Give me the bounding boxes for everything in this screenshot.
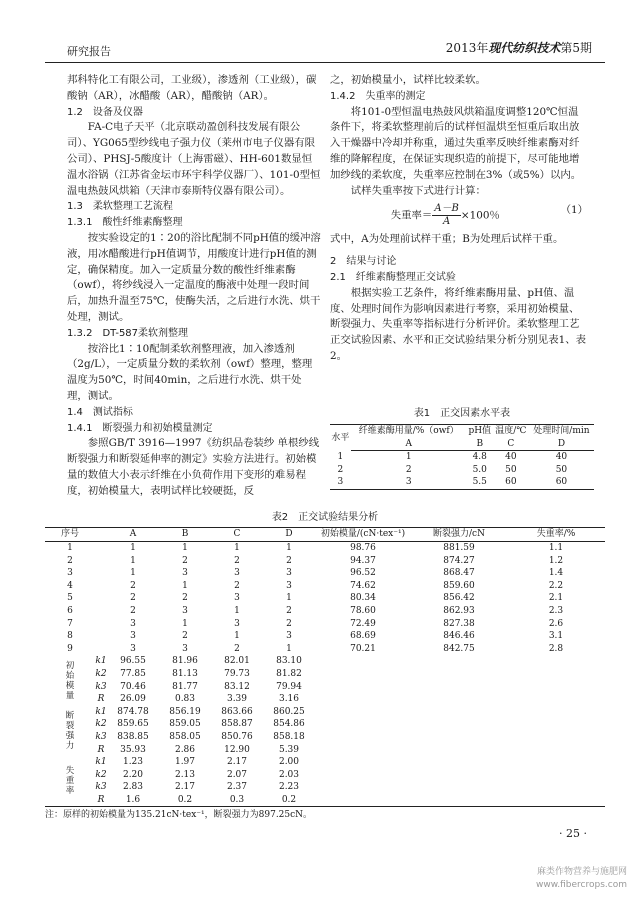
paragraph-modulus-cont: 之，初始模量小，试样比较柔软。 bbox=[330, 74, 486, 86]
table2-cell: 3 bbox=[234, 568, 240, 579]
table2-cell: 846.46 bbox=[443, 631, 475, 642]
table2-analysis-row bbox=[45, 693, 605, 706]
table2-stat-value: 81.82 bbox=[276, 668, 302, 679]
table2-stat-value: 874.78 bbox=[117, 706, 149, 717]
table2-analysis-row bbox=[45, 668, 605, 681]
table2-cell: 1 bbox=[182, 543, 188, 553]
table2-cell: 2.6 bbox=[548, 618, 564, 629]
table2-cell: 862.93 bbox=[443, 605, 475, 616]
table2-stat-value: 2.00 bbox=[278, 757, 300, 768]
table2-header: 初始模量/(cN·tex⁻¹) bbox=[315, 528, 411, 542]
table2-cell: 2.3 bbox=[548, 605, 564, 616]
table2-stat-label: k1 bbox=[95, 757, 107, 768]
table1-factor-letter: D bbox=[529, 438, 594, 451]
paragraph-strength-test: 参照GB/T 3916—1997《纺织品卷装纱 单根纱线断裂强力和断裂延伸率的测定》实验方法进行。初始模量的数值大小表示纤维在小负荷作用下变形的难易程度，初始模量大，表明试样比较硬挺，反 bbox=[67, 437, 320, 497]
table2-header: D bbox=[263, 528, 315, 542]
table2-stat-value: 858.05 bbox=[169, 731, 201, 742]
table2-empty-cell bbox=[315, 706, 411, 719]
table2-cell: 827.38 bbox=[443, 618, 475, 629]
table2-cell: 3 bbox=[130, 618, 136, 629]
table2-group-label-char: 初 bbox=[65, 660, 75, 671]
page-number: · 25 · bbox=[559, 827, 587, 840]
table2-cell: 98.76 bbox=[350, 543, 376, 553]
table2-cell: 5 bbox=[67, 593, 73, 604]
table2-group-label-char: 重 bbox=[65, 776, 75, 787]
table2-analysis-row bbox=[45, 781, 605, 794]
table2-cell: 3.1 bbox=[548, 631, 564, 642]
table2-cell: 859.60 bbox=[443, 580, 475, 591]
table1-factor-letter: C bbox=[493, 438, 529, 451]
table2-stat-value: 863.66 bbox=[221, 706, 253, 717]
table2-stat-value: 854.86 bbox=[273, 719, 305, 730]
table2-spacer-cell bbox=[95, 643, 107, 656]
table2-cell: 7 bbox=[67, 618, 73, 629]
table2-cell: 1 bbox=[234, 605, 240, 616]
table2-stat-value: 77.85 bbox=[120, 668, 146, 679]
table2-empty-cell bbox=[411, 744, 507, 757]
table2-stat-value: 1.23 bbox=[122, 757, 144, 768]
table2-empty-cell bbox=[411, 769, 507, 782]
table1-header: 纤维素酶用量/%（owf） bbox=[358, 426, 459, 436]
table2-cell: 2 bbox=[234, 555, 240, 566]
table2-stat-value: 1.97 bbox=[174, 757, 196, 768]
table1-cell: 1 bbox=[337, 451, 344, 462]
table2-cell: 2 bbox=[67, 555, 73, 566]
table2-cell: 2 bbox=[286, 555, 292, 566]
equation-weight-loss bbox=[330, 203, 588, 228]
equation-number: （1） bbox=[560, 204, 588, 217]
table2-empty-cell bbox=[315, 769, 411, 782]
running-header-journal bbox=[446, 41, 592, 57]
table2-caption: 表2 正交试验结果分析 bbox=[271, 512, 379, 523]
table1-row bbox=[330, 464, 594, 477]
header-rule bbox=[45, 62, 605, 63]
table2-cell: 1 bbox=[286, 593, 292, 604]
table2-stat-value: 858.87 bbox=[221, 719, 253, 730]
table2-stat-label: k2 bbox=[95, 769, 107, 780]
table2-group-label-char: 始 bbox=[65, 670, 75, 681]
table2-stat-value: 5.39 bbox=[278, 744, 300, 755]
table-row bbox=[45, 567, 605, 580]
table2-stat-value: 2.07 bbox=[226, 769, 248, 780]
table2-cell: 1.1 bbox=[548, 543, 564, 553]
paragraph-formula-where: 式中，A为处理前试样干重；B为处理后试样干重。 bbox=[330, 233, 564, 246]
table2-group-label-char: 失 bbox=[65, 766, 75, 777]
table2-group-label-char: 模 bbox=[65, 680, 75, 691]
table2-cell: 3 bbox=[130, 643, 136, 654]
table2-stat-value: 2.17 bbox=[226, 757, 248, 768]
table-row bbox=[45, 580, 605, 593]
table2-group-label-char: 强 bbox=[65, 730, 75, 741]
table2-note: 注：原样的初始模量为135.21cN·tex⁻¹，断裂强力为897.25cN。 bbox=[45, 810, 313, 820]
table2-analysis-row bbox=[45, 756, 605, 769]
table2-cell: 1 bbox=[234, 543, 240, 553]
equation-denominator: A bbox=[442, 216, 451, 228]
table2-empty-cell bbox=[411, 668, 507, 681]
table2-cell: 1 bbox=[286, 543, 292, 553]
table2-cell: 1 bbox=[67, 543, 73, 553]
table2-empty-cell bbox=[411, 756, 507, 769]
table2-cell: 80.34 bbox=[350, 593, 376, 604]
table2-group-label-char: 断 bbox=[65, 710, 75, 721]
table2-spacer-cell bbox=[95, 592, 107, 605]
table1-cell: 5.0 bbox=[472, 464, 487, 475]
table2-group-label bbox=[45, 706, 95, 756]
table2-cell: 72.49 bbox=[350, 618, 376, 629]
table2-group-label-char: 力 bbox=[65, 740, 75, 751]
table2-empty-cell bbox=[411, 718, 507, 731]
table2-empty-cell bbox=[411, 706, 507, 719]
table2-cell: 6 bbox=[67, 605, 73, 616]
table2-stat-value: 79.94 bbox=[276, 681, 302, 692]
table2-cell: 842.75 bbox=[443, 643, 475, 654]
table2-stat-value: 850.76 bbox=[221, 731, 253, 742]
table1-cell: 2 bbox=[337, 464, 344, 475]
table2-stat-label: k1 bbox=[95, 706, 107, 717]
table2-empty-cell bbox=[315, 681, 411, 694]
table2-group-label bbox=[45, 655, 95, 705]
table2-stat-value: 2.37 bbox=[226, 782, 248, 793]
table2-stat-value: 83.12 bbox=[224, 681, 250, 692]
table1-cell: 3 bbox=[337, 477, 344, 488]
table2-cell: 96.52 bbox=[350, 568, 376, 579]
table-row bbox=[45, 605, 605, 618]
table2-analysis-row bbox=[45, 744, 605, 757]
table2-cell: 2 bbox=[234, 643, 240, 654]
heading-1-4: 1.4 测试指标 bbox=[67, 406, 133, 418]
table2-empty-cell bbox=[507, 756, 605, 769]
table2-header: B bbox=[159, 528, 211, 542]
table2-empty-cell bbox=[507, 706, 605, 719]
table1-cell: 3 bbox=[405, 477, 412, 488]
watermark-line: 麻类作物营养与施肥网 bbox=[536, 867, 627, 877]
table2-stat-value: 3.39 bbox=[226, 694, 248, 705]
table2-spacer-cell bbox=[95, 605, 107, 618]
table2-cell: 2.2 bbox=[548, 580, 564, 591]
table2-cell: 2.1 bbox=[548, 593, 564, 604]
table2-stat-label: k3 bbox=[95, 782, 107, 793]
table1-header: 处理时间/min bbox=[533, 426, 590, 436]
table2-stat-value: 81.96 bbox=[172, 656, 198, 667]
paragraph-softener-finishing: 按浴比1∶10配制柔软剂整理液，加入渗透剂（2g/L），一定质量分数的柔软剂（owf）整理，整理温度为50℃，时间40min，之后进行水洗、烘干处理，测试。 bbox=[67, 342, 313, 402]
table2-cell: 74.62 bbox=[350, 580, 376, 591]
table2-empty-cell bbox=[411, 655, 507, 668]
table-row bbox=[45, 630, 605, 643]
table2-stat-label: R bbox=[97, 794, 105, 805]
table2-empty-cell bbox=[507, 781, 605, 794]
table2-cell: 2 bbox=[182, 631, 188, 642]
table2-empty-cell bbox=[315, 668, 411, 681]
heading-2-1: 2.1 纤维素酶整理正交试验 bbox=[330, 271, 456, 283]
paragraph-orthogonal: 根据实验工艺条件，将纤维素酶用量、pH值、温度、处理时间作为影响因素进行考察，采用初始模量、断裂强力、失重率等指标进行分析评价。柔软整理工艺正交试验因素、水平和正交试验结果分析分别见表1、表2。 bbox=[330, 286, 586, 362]
table2-cell: 1 bbox=[182, 618, 188, 629]
table2-stat-value: 856.19 bbox=[169, 706, 201, 717]
table-row bbox=[45, 555, 605, 568]
table2-stat-value: 2.17 bbox=[174, 782, 196, 793]
table2-empty-cell bbox=[411, 781, 507, 794]
table2-stat-label: R bbox=[97, 744, 105, 755]
table2-stat-label: k1 bbox=[95, 656, 107, 667]
table1-factor-letter: A bbox=[351, 438, 467, 451]
table2-cell: 2 bbox=[130, 593, 136, 604]
table2-header: C bbox=[211, 528, 263, 542]
table2-stat-value: 859.05 bbox=[169, 719, 201, 730]
table2-empty-cell bbox=[507, 731, 605, 744]
table1-row bbox=[330, 476, 594, 489]
table1-row bbox=[330, 451, 594, 464]
table2-stat-label: k2 bbox=[95, 719, 107, 730]
table2-empty-cell bbox=[315, 718, 411, 731]
table2-header: 断裂强力/cN bbox=[411, 528, 507, 542]
table2-spacer-cell bbox=[95, 555, 107, 568]
table2-cell: 3 bbox=[182, 605, 188, 616]
heading-1-4-1: 1.4.1 断裂强力和初始模量测定 bbox=[67, 422, 213, 434]
table2-stat-value: 3.16 bbox=[278, 694, 300, 705]
table2-cell: 78.60 bbox=[350, 605, 376, 616]
table2-cell: 1.2 bbox=[548, 555, 564, 566]
table2-stat-value: 81.13 bbox=[172, 668, 198, 679]
table2-stat-value: 2.20 bbox=[122, 769, 144, 780]
table2-header: A bbox=[107, 528, 159, 542]
table2-stat-value: 859.65 bbox=[117, 719, 149, 730]
table2-empty-cell bbox=[411, 681, 507, 694]
table1-cell: 40 bbox=[505, 452, 517, 463]
table2-stat-value: 35.93 bbox=[120, 744, 146, 755]
table2-empty-cell bbox=[315, 756, 411, 769]
table2-cell: 3 bbox=[234, 618, 240, 629]
table2-stat-value: 82.01 bbox=[224, 656, 250, 667]
table2-cell: 3 bbox=[130, 631, 136, 642]
table2-cell: 68.69 bbox=[350, 631, 376, 642]
table2-cell: 2 bbox=[130, 580, 136, 591]
table2-stat-value: 79.73 bbox=[224, 668, 250, 679]
heading-1-4-2: 1.4.2 失重率的测定 bbox=[330, 90, 426, 102]
table1-cell: 2 bbox=[405, 464, 412, 475]
table2-group-label-char: 量 bbox=[65, 690, 75, 701]
table2-cell: 1 bbox=[130, 568, 136, 579]
table2-stat-value: 0.2 bbox=[281, 794, 297, 805]
table2-cell: 2 bbox=[182, 593, 188, 604]
table2-stat-value: 70.46 bbox=[120, 681, 146, 692]
table2-empty-cell bbox=[411, 693, 507, 706]
table1-factor-letter: B bbox=[467, 438, 493, 451]
table2-empty-cell bbox=[315, 794, 411, 807]
paragraph-weight-loss: 将101-0型恒温电热鼓风烘箱温度调整120℃恒温条件下，将柔软整理前后的试样恒温烘至恒重后取出放入干燥器中冷却并称重，通过失重率反映纤维素酶对纤维的降解程度，在保证实现织造的前提下，尽可能地增加纱线的柔软度，失重率应控制在3%（或5%）以内。 bbox=[330, 105, 582, 181]
table2-cell: 3 bbox=[286, 568, 292, 579]
table2-empty-cell bbox=[315, 781, 411, 794]
table2-analysis-row bbox=[45, 731, 605, 744]
table2-cell: 1.4 bbox=[548, 568, 564, 579]
table1-cell: 1 bbox=[405, 452, 412, 463]
table2-group-label-char: 率 bbox=[65, 786, 75, 797]
table2-cell: 3 bbox=[67, 568, 73, 579]
table2-empty-cell bbox=[507, 681, 605, 694]
table2-empty-cell bbox=[507, 693, 605, 706]
table2-group-label bbox=[45, 756, 95, 807]
table1-cell: 40 bbox=[555, 452, 568, 463]
heading-1-2: 1.2 设备及仪器 bbox=[67, 106, 143, 118]
running-header-section: 研究报告 bbox=[67, 45, 111, 58]
table2-cell: 3 bbox=[182, 643, 188, 654]
table2-cell: 1 bbox=[286, 643, 292, 654]
table2-spacer-cell bbox=[95, 630, 107, 643]
table1 bbox=[330, 424, 594, 490]
table2-empty-cell bbox=[315, 655, 411, 668]
paragraph-enzyme-finishing: 按实验设定的1∶20的浴比配制不同pH值的缓冲溶液，用冰醋酸进行pH值调节，用酸度计进行pH值的测定，确保精度。加入一定质量分数的酸性纤维素酶（owf），将纱线浸入一定温度的酶液中处理一段时间后，加热升温至75℃，使酶失活，之后进行水洗、烘干处理，测试。 bbox=[67, 231, 321, 323]
paragraph-materials-cont: 邦科特化工有限公司，工业级），渗透剂（工业级），碳酸钠（AR），冰醋酸（AR），醋酸钠（AR）。 bbox=[67, 74, 317, 102]
table2-stat-label: k2 bbox=[95, 668, 107, 679]
table2-empty-cell bbox=[507, 718, 605, 731]
table2-cell: 2 bbox=[286, 618, 292, 629]
equation-lhs: 失重率＝ bbox=[390, 209, 433, 222]
table2-empty-cell bbox=[507, 744, 605, 757]
table1-cell: 60 bbox=[555, 477, 568, 488]
right-column bbox=[330, 73, 588, 365]
table1-cell: 4.8 bbox=[472, 452, 487, 463]
table2-cell: 3 bbox=[182, 568, 188, 579]
header-journal-title: 现代纺织技术 bbox=[488, 41, 561, 55]
table2-empty-cell bbox=[315, 693, 411, 706]
table2-cell: 1 bbox=[130, 555, 136, 566]
table2-header: 序号 bbox=[45, 528, 95, 542]
table2-cell: 874.27 bbox=[443, 555, 475, 566]
table1-cell: 5.5 bbox=[472, 477, 487, 488]
table2-cell: 3 bbox=[286, 580, 292, 591]
table2-stat-label: R bbox=[97, 694, 105, 705]
table2 bbox=[45, 527, 605, 807]
heading-1-3-1: 1.3.1 酸性纤维素酶整理 bbox=[67, 217, 183, 229]
table2-empty-cell bbox=[507, 668, 605, 681]
table2-cell: 2 bbox=[130, 605, 136, 616]
table2-empty-cell bbox=[507, 769, 605, 782]
table2-analysis-row bbox=[45, 794, 605, 807]
table2-cell: 3 bbox=[286, 631, 292, 642]
heading-2: 2 结果与讨论 bbox=[330, 256, 397, 268]
table2-stat-value: 2.23 bbox=[278, 782, 300, 793]
table2-cell: 2 bbox=[182, 555, 188, 566]
table2-cell: 881.59 bbox=[443, 543, 475, 553]
table2-spacer-cell bbox=[95, 542, 107, 555]
table2-empty-cell bbox=[507, 794, 605, 807]
table2-cell: 2.8 bbox=[548, 643, 564, 654]
table2-stat-value: 96.55 bbox=[120, 656, 146, 667]
table2-analysis-row bbox=[45, 718, 605, 731]
table2-body bbox=[45, 542, 605, 807]
table-row bbox=[45, 592, 605, 605]
table2-header-spacer bbox=[95, 528, 107, 542]
table2-analysis-row bbox=[45, 681, 605, 694]
watermark bbox=[536, 866, 627, 892]
paragraph-formula-intro: 试样失重率按下式进行计算： bbox=[350, 184, 486, 197]
table2-cell: 3 bbox=[234, 593, 240, 604]
table2-cell: 868.47 bbox=[443, 568, 475, 579]
table1-body bbox=[330, 451, 594, 490]
table2-stat-value: 2.13 bbox=[174, 769, 196, 780]
table1-header: 温度/℃ bbox=[495, 426, 527, 436]
table2-cell: 9 bbox=[67, 643, 73, 654]
table2-header: 失重率/% bbox=[507, 528, 605, 542]
paragraph-equipment: FA-C电子天平（北京联动盈创科技发展有限公司）、YG065型纱线电子强力仪（莱州市电子仪器有限公司）、PHSJ-5酸度计（上海雷磁）、HH-601数显恒温水浴锅（江苏省金坛市环宇科学仪器厂）、101-0型恒温电热鼓风烘箱（天津市泰斯特仪器有限公司）。 bbox=[67, 121, 321, 197]
equation-rhs: ×100％ bbox=[460, 209, 500, 222]
table2-analysis-row bbox=[45, 655, 605, 668]
table2-stat-value: 81.77 bbox=[172, 681, 198, 692]
table1-cell: 50 bbox=[505, 464, 517, 475]
table2-cell: 70.21 bbox=[350, 643, 376, 654]
table2-stat-value: 1.6 bbox=[125, 794, 141, 805]
table2-spacer-cell bbox=[95, 580, 107, 593]
header-year: 2013年 bbox=[445, 41, 489, 55]
table1-header-level: 水平 bbox=[331, 432, 350, 443]
table2-empty-cell bbox=[315, 731, 411, 744]
table2-analysis-row bbox=[45, 769, 605, 782]
table2-stat-value: 2.86 bbox=[174, 744, 196, 755]
heading-1-3: 1.3 柔软整理工艺流程 bbox=[67, 201, 173, 213]
table2-stat-label: k3 bbox=[95, 731, 107, 742]
table1-cell: 60 bbox=[505, 477, 517, 488]
table2-stat-value: 26.09 bbox=[120, 694, 146, 705]
table2-analysis-row bbox=[45, 706, 605, 719]
heading-1-3-2: 1.3.2 DT-587柔软剂整理 bbox=[67, 327, 189, 339]
table2-empty-cell bbox=[507, 655, 605, 668]
table1-caption: 表1 正交因素水平表 bbox=[413, 408, 511, 419]
table2-cell: 856.42 bbox=[443, 593, 475, 604]
left-column bbox=[67, 73, 321, 500]
table2-stat-value: 2.03 bbox=[278, 769, 300, 780]
table2-stat-value: 0.2 bbox=[177, 794, 193, 805]
equation-numerator: A－B bbox=[434, 203, 459, 215]
equation-fraction bbox=[432, 203, 461, 228]
table2-stat-value: 838.85 bbox=[117, 731, 149, 742]
table2-stat-value: 2.83 bbox=[122, 782, 144, 793]
table2-stat-value: 12.90 bbox=[224, 744, 250, 755]
table2-stat-value: 0.3 bbox=[229, 794, 245, 805]
table2-cell: 8 bbox=[67, 631, 73, 642]
table2-group-label-char: 裂 bbox=[65, 720, 75, 731]
table1-header: pH值 bbox=[468, 426, 492, 436]
table-row bbox=[45, 542, 605, 555]
table2-empty-cell bbox=[411, 731, 507, 744]
table2-empty-cell bbox=[411, 794, 507, 807]
table2-stat-label: k3 bbox=[95, 681, 107, 692]
table2-cell: 1 bbox=[234, 631, 240, 642]
table2-stat-value: 860.25 bbox=[273, 706, 305, 717]
table2-spacer-cell bbox=[95, 567, 107, 580]
table2-spacer-cell bbox=[95, 618, 107, 631]
table2-cell: 1 bbox=[130, 543, 136, 553]
table2-stat-value: 858.18 bbox=[273, 731, 305, 742]
table2-cell: 1 bbox=[182, 580, 188, 591]
table2-cell: 2 bbox=[286, 605, 292, 616]
table2-stat-value: 83.10 bbox=[276, 656, 302, 667]
table1-cell: 50 bbox=[555, 464, 568, 475]
table-row bbox=[45, 618, 605, 631]
table2-stat-value: 0.83 bbox=[174, 694, 196, 705]
watermark-line: www.fibercrops.com bbox=[536, 880, 627, 890]
table2-empty-cell bbox=[315, 744, 411, 757]
table2-cell: 94.37 bbox=[350, 555, 376, 566]
table2-cell: 2 bbox=[234, 580, 240, 591]
table-row bbox=[45, 643, 605, 656]
header-issue: 第5期 bbox=[560, 41, 592, 55]
table2-cell: 4 bbox=[67, 580, 73, 591]
